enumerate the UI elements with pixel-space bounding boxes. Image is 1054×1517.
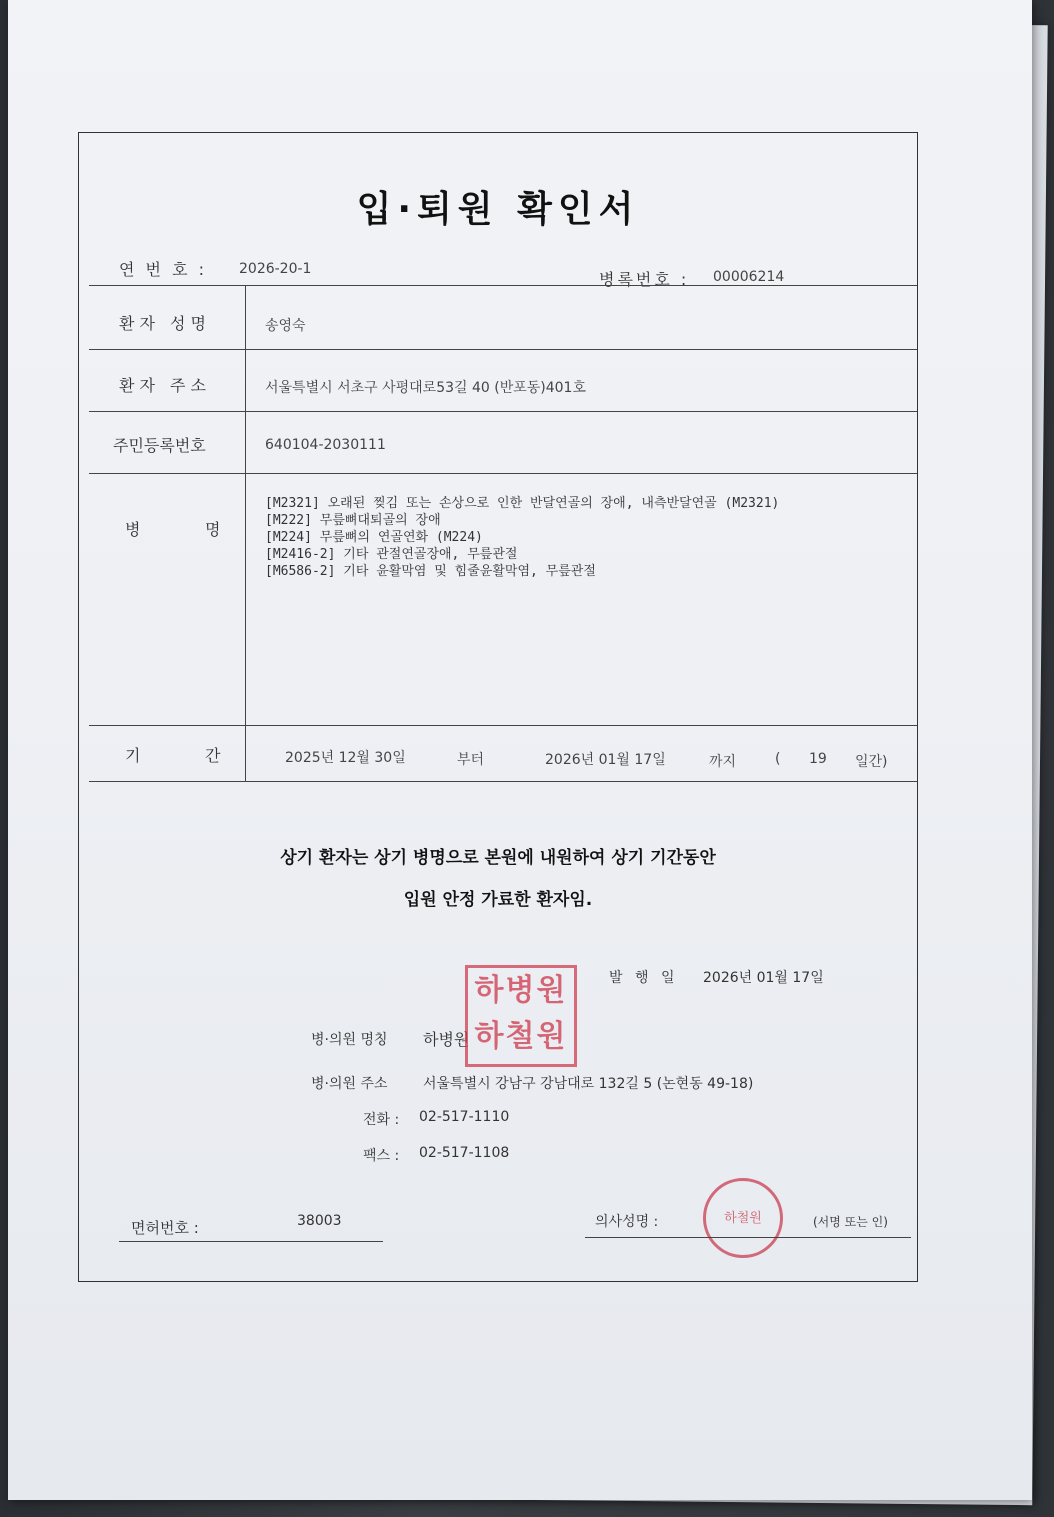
diagnosis-label-left: 병 [125,520,141,539]
period-label-left: 기 [125,746,141,765]
divider [89,781,917,782]
document-title: 입·퇴원 확인서 [356,189,640,230]
statement-line-1: 상기 환자는 상기 병명으로 본원에 내원하여 상기 기간동안 [280,848,716,868]
certificate-form [78,132,918,1282]
issue-date-label: 발 행 일 [609,970,679,986]
document-page [8,0,1032,1500]
diagnosis-list [265,495,779,580]
hospital-address-label: 병·의원 주소 [311,1076,388,1092]
license-value: 38003 [297,1213,342,1229]
doctor-underline [585,1237,911,1238]
doctor-seal-stamp: 하철원 [703,1178,783,1258]
serial-value: 2026-20-1 [239,261,312,277]
diagnosis-label-right: 명 [205,520,221,539]
diagnosis-item: [M222] 무릎뼈대퇴골의 장애 [265,513,441,528]
period-from: 부터 [457,752,485,768]
divider [89,411,917,412]
hospital-name: 하병원 [423,1030,470,1049]
period-end: 2026년 01월 17일 [545,752,666,768]
period-days: 19 [809,751,827,767]
fax-label: 팩스 : [363,1148,400,1164]
doctor-label: 의사성명 : [595,1214,659,1230]
license-label: 면허번호 : [131,1219,199,1237]
hospital-name-label: 병·의원 명칭 [311,1032,388,1048]
hospital-seal-stamp: 하병원 하철원 [465,965,577,1067]
sign-note: (서명 또는 인) [813,1215,888,1229]
license-underline [119,1241,383,1242]
serial-label: 연 번 호 : [119,260,208,279]
record-value: 00006214 [713,269,785,285]
diagnosis-item: [M2416-2] 기타 관절연골장애, 무릎관절 [265,547,518,562]
diagnosis-item: [M2321] 오래된 찢김 또는 손상으로 인한 반달연골의 장애, 내측반달연골 (M2321) [265,496,780,511]
patient-address-label: 환자 주소 [119,376,211,395]
patient-name-label: 환자 성명 [119,314,211,333]
divider [89,285,917,286]
period-start: 2025년 12월 30일 [285,750,406,766]
label-column-divider [245,285,246,781]
period-label-right: 간 [205,746,221,765]
record-label: 병록번호 : [599,270,690,289]
resident-id-label: 주민등록번호 [113,436,206,455]
diagnosis-item: [M224] 무릎뼈의 연골연화 (M224) [265,530,483,545]
divider [89,725,917,726]
period-days-unit: 일간) [855,754,888,770]
period-open-paren: ( [775,751,781,767]
issue-date-value: 2026년 01월 17일 [703,970,824,986]
period-to: 까지 [709,754,737,770]
phone-label: 전화 : [363,1112,400,1128]
hospital-address: 서울특별시 강남구 강남대로 132길 5 (논현동 49-18) [423,1076,754,1092]
resident-id-value: 640104-2030111 [265,437,386,453]
statement-line-2: 입원 안정 가료한 환자임. [403,890,593,910]
divider [89,349,917,350]
patient-address-value: 서울특별시 서초구 사평대로53길 40 (반포동)401호 [265,380,586,396]
divider [89,473,917,474]
phone-value: 02-517-1110 [419,1109,510,1125]
diagnosis-item: [M6586-2] 기타 윤활막염 및 힘줄윤활막염, 무릎관절 [265,564,596,579]
fax-value: 02-517-1108 [419,1145,510,1161]
patient-name-value: 송영숙 [265,318,306,334]
